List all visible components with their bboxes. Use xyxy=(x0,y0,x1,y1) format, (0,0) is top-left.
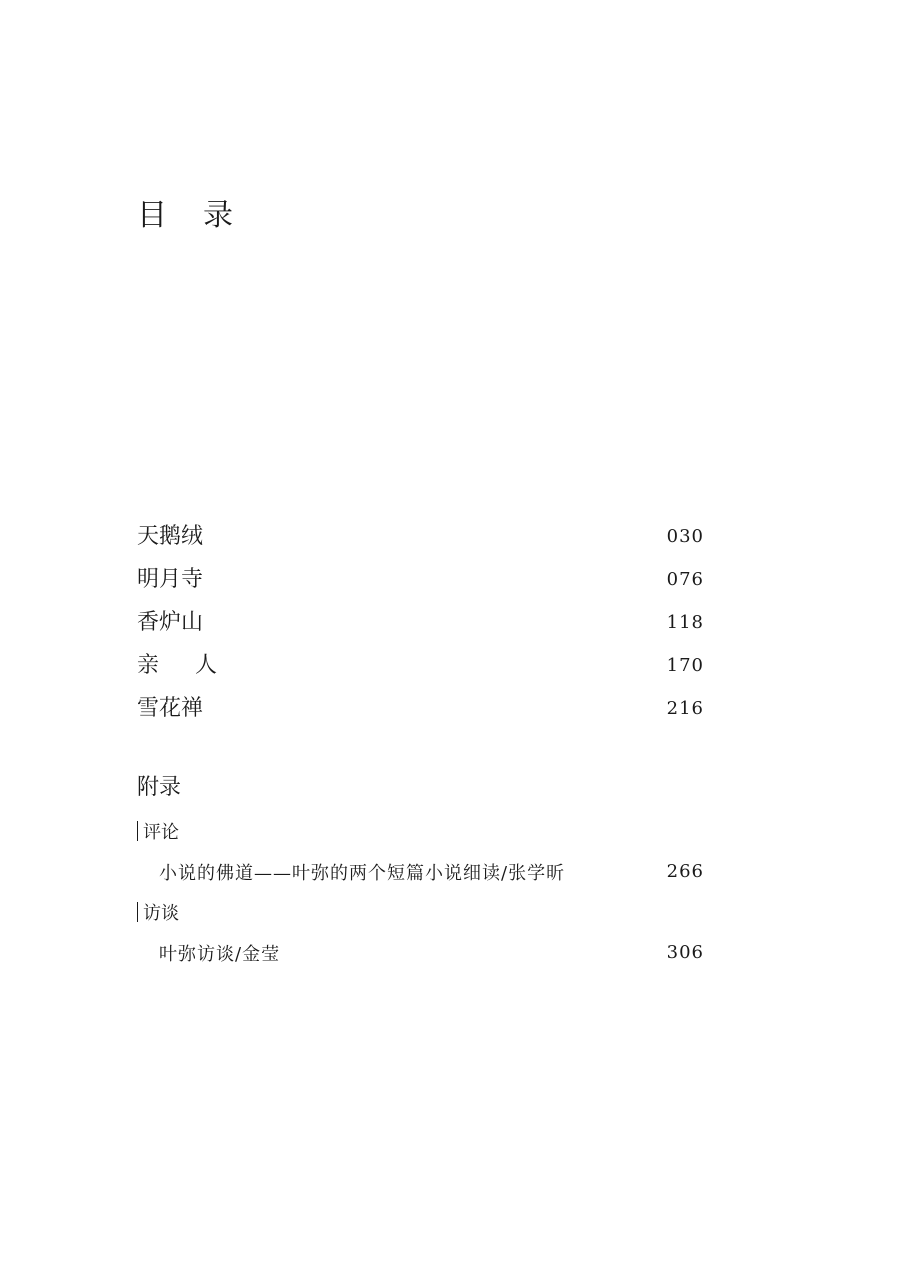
section-divider-bar xyxy=(137,902,138,922)
appendix-section-label xyxy=(137,814,704,848)
toc-entry-title: 明月寺 xyxy=(137,567,204,592)
section-label-text: 访谈 xyxy=(143,903,179,924)
toc-entry-title: 香炉山 xyxy=(137,610,204,635)
toc-entry[interactable] xyxy=(137,644,704,687)
toc-entry[interactable] xyxy=(137,601,704,644)
appendix-section-label xyxy=(137,895,704,929)
appendix-entry-title: 叶弥访谈/金莹 xyxy=(159,943,281,965)
appendix-entry-title: 小说的佛道——叶弥的两个短篇小说细读/张学昕 xyxy=(159,862,566,884)
appendix-list xyxy=(137,814,704,976)
toc-entry-title: 雪花禅 xyxy=(137,696,204,721)
toc-entry[interactable] xyxy=(137,515,704,558)
toc-entry-page: 030 xyxy=(666,526,704,547)
toc-entry-page: 118 xyxy=(666,612,704,633)
section-divider-bar xyxy=(137,821,138,841)
toc-entry-page: 076 xyxy=(666,569,704,590)
appendix-entry-page: 306 xyxy=(666,942,704,963)
toc-entry[interactable] xyxy=(137,687,704,730)
toc-entry-page: 216 xyxy=(666,698,704,719)
toc-entry-title: 天鹅绒 xyxy=(137,524,204,549)
appendix-heading: 附录 xyxy=(137,775,182,800)
toc-entry-page: 170 xyxy=(666,655,704,676)
appendix-entry-page: 266 xyxy=(666,861,704,882)
section-label-text: 评论 xyxy=(143,822,179,843)
toc-entry[interactable] xyxy=(137,558,704,601)
appendix-entry[interactable] xyxy=(137,848,704,895)
page-title: 目录 xyxy=(137,198,269,233)
appendix-entry[interactable] xyxy=(137,929,704,976)
table-of-contents xyxy=(137,515,704,730)
toc-entry-title: 亲人 xyxy=(137,653,254,678)
